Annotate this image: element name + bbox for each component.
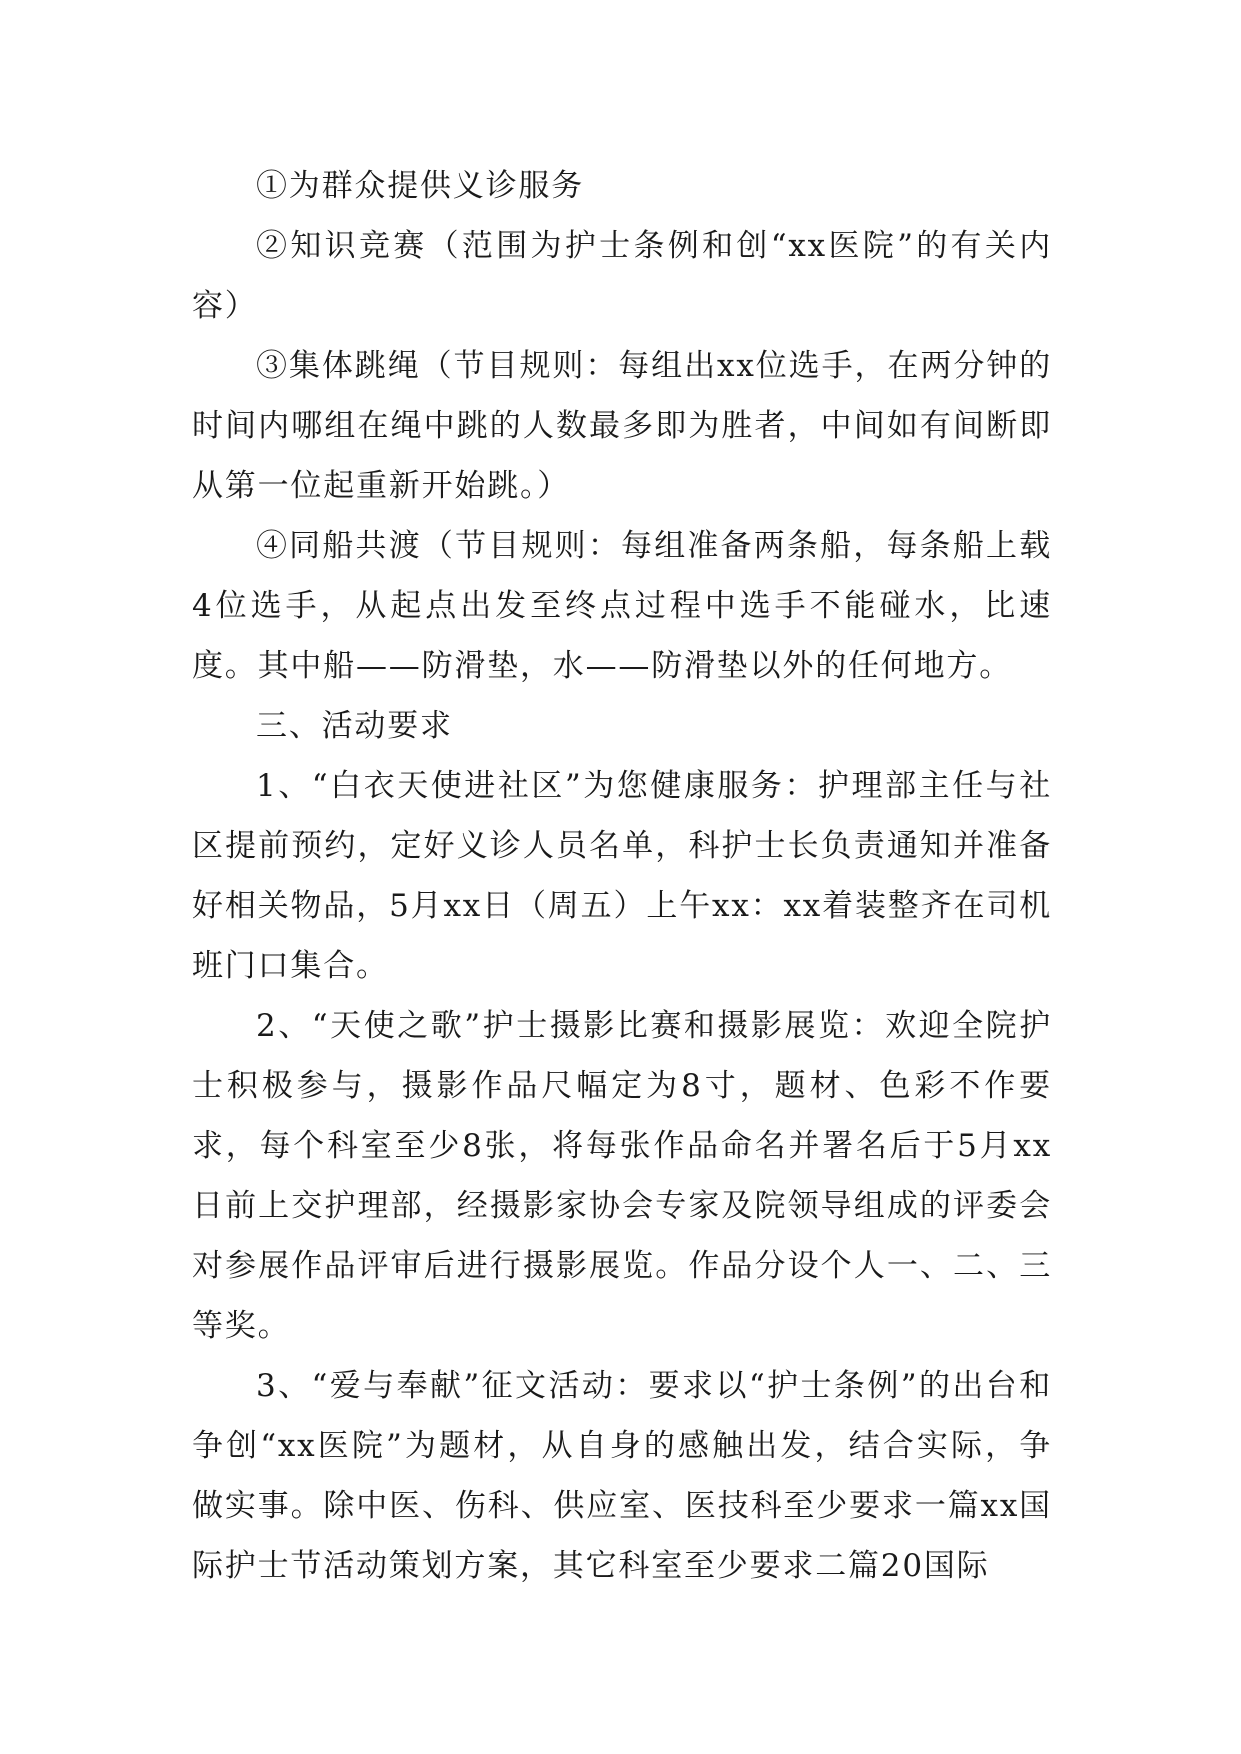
- paragraph-photography-contest: 2、“天使之歌”护士摄影比赛和摄影展览：欢迎全院护士积极参与，摄影作品尺幅定为8寸，题材、色彩不作要求，每个科室至少8张，将每张作品命名并署名后于5月xx日前上交护理部，经摄影家协会专家及院领导组成的评委会对参展作品评审后进行摄影展览。作品分设个人一、二、三等奖。: [192, 1008, 1052, 1344]
- paragraph-essay-activity: 3、“爱与奉献”征文活动：要求以“护士条例”的出台和争创“xx医院”为题材，从自身的感触出发，结合实际，争做实事。除中医、伤科、供应室、医技科至少要求一篇xx国际护士节活动策划方案，其它科室至少要求二篇20国际: [192, 1368, 1052, 1584]
- document-page: [192, 156, 1052, 1596]
- section-heading-requirements: 三、活动要求: [256, 708, 453, 744]
- paragraph-community-service: 1、“白衣天使进社区”为您健康服务：护理部主任与社区提前预约，定好义诊人员名单，科护士长负责通知并准备好相关物品，5月xx日（周五）上午xx：xx着装整齐在司机班门口集合。: [192, 768, 1052, 984]
- paragraph-boat-crossing: ④同船共渡（节目规则：每组准备两条船，每条船上载4位选手，从起点出发至终点过程中选手不能碰水，比速度。其中船——防滑垫，水——防滑垫以外的任何地方。: [192, 528, 1052, 684]
- paragraph-free-clinic: ①为群众提供义诊服务: [256, 168, 584, 204]
- paragraph-knowledge-contest: ②知识竞赛（范围为护士条例和创“xx医院”的有关内容）: [192, 228, 1052, 324]
- paragraph-group-rope-skipping: ③集体跳绳（节目规则：每组出xx位选手，在两分钟的时间内哪组在绳中跳的人数最多即为胜者，中间如有间断即从第一位起重新开始跳。）: [192, 348, 1052, 504]
